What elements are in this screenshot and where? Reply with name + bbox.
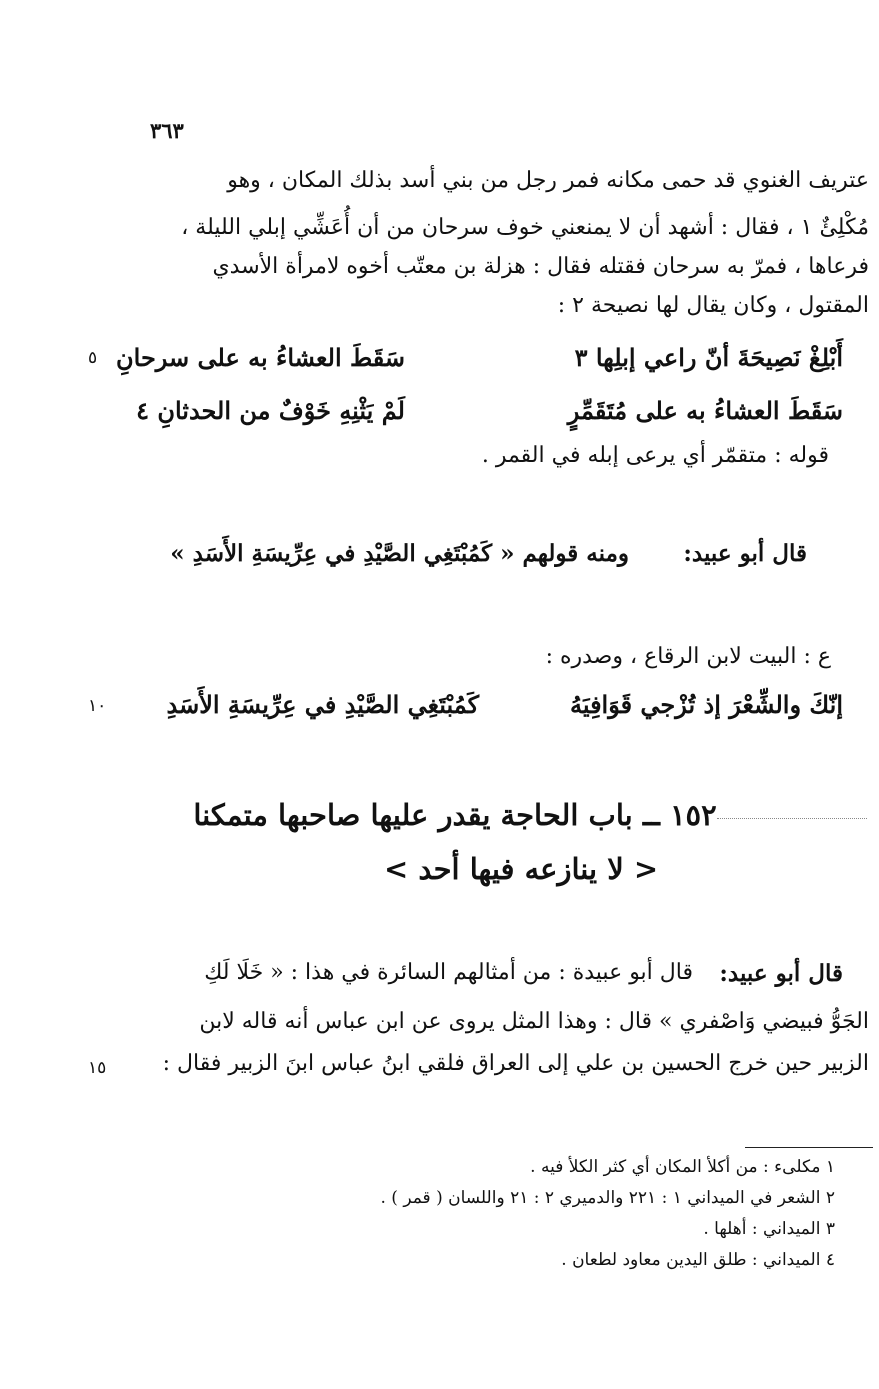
paragraph-line: قال أبو عبيدة : من أمثالهم السائرة في هذا : « خَلَا لَكِ bbox=[204, 960, 693, 985]
paragraph-line: عتريف الغنوي قد حمى مكانه فمر رجل من بني أسد بذلك المكان ، وهو bbox=[227, 168, 869, 193]
saying-speaker: قال أبو عبيد: bbox=[683, 540, 807, 567]
verse-first-hemistich: سَقَطَ العشاءُ به على مُتَقَمِّرٍ bbox=[567, 396, 843, 425]
footnote: ٣ الميداني : أهلها . bbox=[703, 1219, 835, 1239]
paragraph-line: المقتول ، وكان يقال لها نصيحة ٢ : bbox=[557, 293, 869, 318]
paragraph-line: فرعاها ، فمرّ به سرحان فقتله فقال : هزلة بن معتّب أخوه لامرأة الأسدي bbox=[212, 254, 869, 279]
note-line: ع : البيت لابن الرقاع ، وصدره : bbox=[545, 644, 831, 669]
verse-first-hemistich: إنّكَ والشِّعْرَ إذ تُزْجي قَوَافِيَهُ bbox=[569, 690, 843, 719]
line-number-marker: ١٥ bbox=[88, 1058, 107, 1078]
verse-second-hemistich: كَمُبْتَغِي الصَّيْدِ في عِرِّيسَةِ الأَسَدِ bbox=[166, 690, 479, 719]
paragraph-line: الجَوُّ فبيضي وَاصْفري » قال : وهذا المثل يروى عن ابن عباس أنه قاله لابن bbox=[199, 1009, 869, 1034]
paragraph-line: الزبير حين خرج الحسين بن علي إلى العراق فلقي ابنُ عباس ابنَ الزبير فقال : bbox=[162, 1051, 869, 1076]
verse-second-hemistich: سَقَطَ العشاءُ به على سرحانِ bbox=[116, 343, 405, 372]
footnote: ١ مكلىء : من أكلأ المكان أي كثر الكلأ فيه . bbox=[530, 1157, 835, 1177]
gloss-line: قوله : متقمّر أي يرعى إبله في القمر . bbox=[481, 443, 829, 468]
paragraph-line: مُكْلِئٌ ١ ، فقال : أشهد أن لا يمنعني خوف سرحان من أن أُعَشِّي إبلي الليلة ، bbox=[181, 215, 869, 240]
section-subtitle: < لا ينازعه فيها أحد > bbox=[384, 852, 659, 886]
footnote-rule bbox=[745, 1147, 873, 1148]
line-number-marker: ٥ bbox=[88, 348, 98, 368]
paragraph-speaker: قال أبو عبيد: bbox=[719, 960, 843, 987]
saying-text: ومنه قولهم « كَمُبْتَغِي الصَّيْدِ في عِرِّيسَةِ الأَسَدِ » bbox=[170, 540, 629, 567]
footnote: ٤ الميداني : طلق اليدين معاود لطعان . bbox=[561, 1250, 835, 1270]
page-number: ٣٦٣ bbox=[150, 118, 184, 143]
section-title: ١٥٢ ــ باب الحاجة يقدر عليها صاحبها متمكنا bbox=[193, 798, 717, 832]
line-number-marker: ١٠ bbox=[88, 696, 107, 716]
verse-second-hemistich: لَمْ يَثْنِهِ خَوْفٌ من الحدثانِ ٤ bbox=[136, 396, 405, 425]
footnote: ٢ الشعر في الميداني ١ : ٢٢١ والدميري ٢ : ٢١ واللسان ( قمر ) . bbox=[380, 1188, 835, 1208]
verse-first-hemistich: أَبْلِغْ نَصِيحَةَ أنّ راعي إبلِها ٣ bbox=[574, 343, 843, 372]
